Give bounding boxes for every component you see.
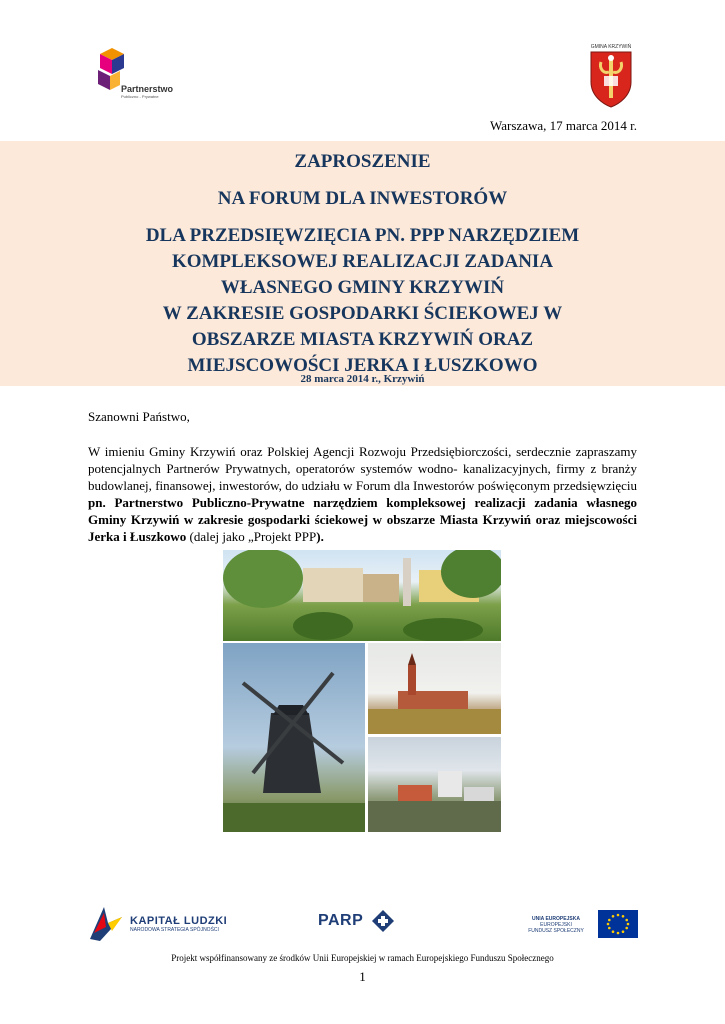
body-plain: W imieniu Gminy Krzywiń oraz Polskiej Agencji Rozwoju Przedsiębiorczości, serdecznie zapraszamy potencjalnych Partnerów Prywatnych, operatorów systemów wodno- kanalizacyjnych, firmy z branży budowlanej, finansowej, inwestorów, do udziału w Forum dla Inwestorów poświęconym przedsięwzięciu xyxy=(88,444,637,493)
title-line-3: DLA PRZEDSIĘWZIĘCIA PN. PPP NARZĘDZIEM xyxy=(145,225,580,246)
forum-date: 28 marca 2014 r., Krzywiń xyxy=(300,373,425,385)
photo-church-view xyxy=(368,643,501,734)
body-project-name: pn. Partnerstwo Publiczno-Prywatne narzędziem kompleksowej realizacji zadania własnego Gminy Krzywiń w zakresie gospodarki ściekowej w obszarze Miasta Krzywiń oraz miejscowości Jerka i Łuszkowo xyxy=(88,495,637,544)
crest-label: GMINA KRZYWIŃ xyxy=(590,44,632,50)
photo-town-panorama xyxy=(368,737,501,832)
footer-logos xyxy=(86,900,641,948)
eu-fund-label xyxy=(516,916,596,934)
title-line-4: KOMPLEKSOWEJ REALIZACJI ZADANIA xyxy=(171,251,554,272)
title-line-7: OBSZARZE MIASTA KRZYWIŃ ORAZ xyxy=(191,329,534,350)
eu-label-line-3: FUNDUSZ SPOŁECZNY xyxy=(528,928,584,934)
letter-body xyxy=(88,443,637,545)
photo-windmill xyxy=(223,643,365,832)
krzywin-coat-of-arms xyxy=(585,44,637,110)
place-and-date: Warszawa, 17 marca 2014 r. xyxy=(490,118,637,133)
eu-label-line-1: UNIA EUROPEJSKA xyxy=(532,916,580,922)
body-end: ). xyxy=(316,529,324,544)
greeting: Szanowni Państwo, xyxy=(88,409,190,424)
title-line-2: NA FORUM DLA INWESTORÓW xyxy=(217,188,508,209)
title-line-5: WŁASNEGO GMINY KRZYWIŃ xyxy=(220,277,505,298)
ppp-partnerstwo-logo xyxy=(96,48,176,108)
title-line-6: W ZAKRESIE GOSPODARKI ŚCIEKOWEJ W xyxy=(162,303,563,324)
ppp-logo-name: Partnerstwo xyxy=(121,84,174,94)
kapital-ludzki-subtitle: NARODOWA STRATEGIA SPÓJNOŚCI xyxy=(130,927,219,933)
eu-flag-icon xyxy=(598,910,638,938)
page-number: 1 xyxy=(359,969,366,984)
parp-name: PARP xyxy=(318,912,364,929)
ppp-logo-subtitle: Publiczno - Prywatne xyxy=(121,94,159,99)
invitation-title xyxy=(0,149,725,379)
photo-town-square xyxy=(223,550,501,641)
kapital-ludzki-logo xyxy=(86,903,246,943)
crest-shield-icon xyxy=(589,50,633,108)
parp-emblem-icon xyxy=(372,910,394,932)
kapital-ludzki-name: KAPITAŁ LUDZKI xyxy=(130,915,228,927)
cofinancing-note: Projekt współfinansowany ze środków Unii Europejskiej w ramach Europejskiego Funduszu Społecznego xyxy=(171,953,554,963)
body-tail: (dalej jako „Projekt PPP xyxy=(186,529,317,544)
title-line-8: MIEJSCOWOŚCI JERKA I ŁUSZKOWO xyxy=(187,355,538,376)
eu-label-line-2: EUROPEJSKI xyxy=(540,922,572,928)
kapital-ludzki-emblem-icon xyxy=(86,903,126,943)
title-line-1: ZAPROSZENIE xyxy=(294,151,431,172)
